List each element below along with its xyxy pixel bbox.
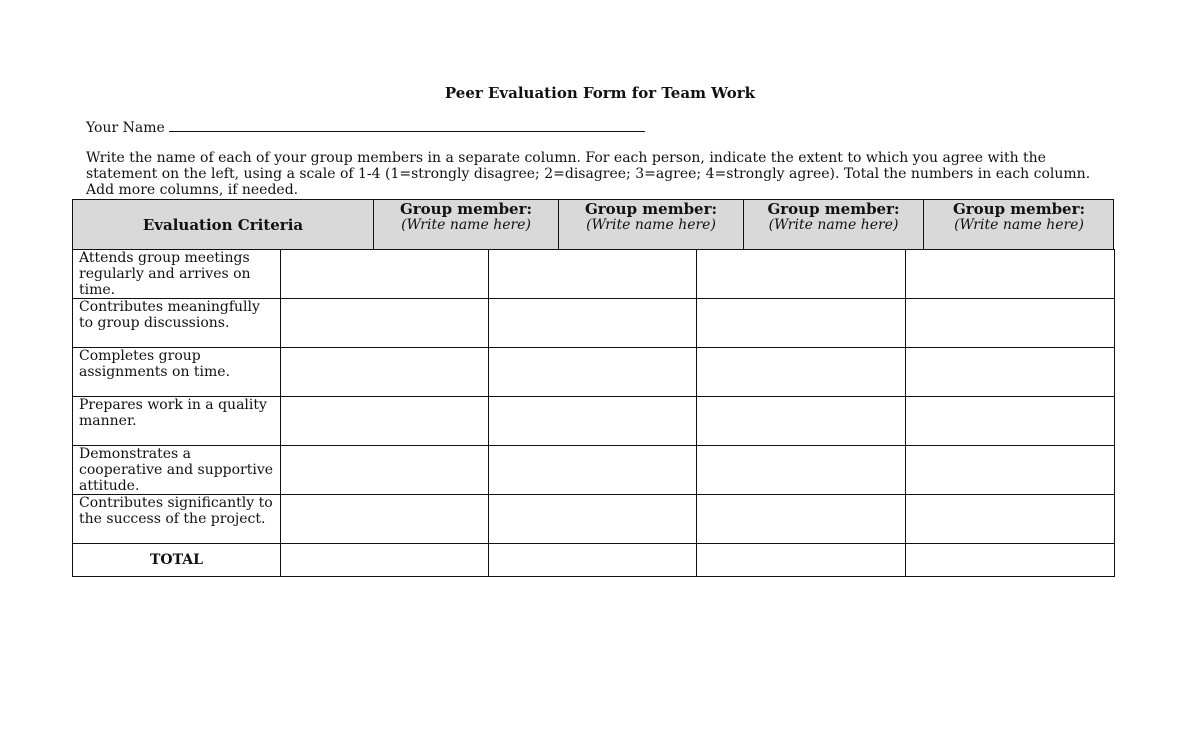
score-cell[interactable]: [489, 250, 697, 299]
score-cell[interactable]: [489, 397, 697, 446]
score-cell[interactable]: [281, 446, 489, 495]
your-name-blank[interactable]: [169, 117, 645, 132]
total-row: [73, 544, 1115, 577]
score-cell[interactable]: [489, 348, 697, 397]
group-member-header-1: [374, 200, 559, 249]
criterion-cell: Contributes significantly to the success of the project.: [73, 495, 281, 544]
table-row: [73, 446, 1115, 495]
criterion-cell: Completes group assignments on time.: [73, 348, 281, 397]
score-cell[interactable]: [906, 348, 1115, 397]
total-cell[interactable]: [281, 544, 489, 577]
form-title: Peer Evaluation Form for Team Work: [444, 84, 756, 102]
group-member-header-2: [559, 200, 744, 249]
group-member-title: Group member:: [584, 200, 718, 218]
evaluation-table: [72, 249, 1115, 577]
score-cell[interactable]: [906, 446, 1115, 495]
write-name-hint: (Write name here): [586, 217, 716, 233]
score-cell[interactable]: [489, 495, 697, 544]
score-cell[interactable]: [281, 348, 489, 397]
write-name-hint: (Write name here): [954, 217, 1084, 233]
score-cell[interactable]: [697, 348, 906, 397]
your-name-line: [86, 117, 645, 136]
criterion-cell: Demonstrates a cooperative and supportive attitude.: [73, 446, 281, 495]
table-header-row: [72, 199, 1114, 249]
criterion-cell: Prepares work in a quality manner.: [73, 397, 281, 446]
total-cell[interactable]: [697, 544, 906, 577]
table-row: [73, 299, 1115, 348]
table-row: [73, 495, 1115, 544]
score-cell[interactable]: [697, 299, 906, 348]
group-member-title: Group member:: [399, 200, 533, 218]
score-cell[interactable]: [281, 250, 489, 299]
evaluation-criteria-header: Evaluation Criteria: [73, 200, 374, 249]
your-name-label: Your Name: [86, 120, 165, 136]
total-cell[interactable]: [489, 544, 697, 577]
group-member-header-3: [744, 200, 924, 249]
score-cell[interactable]: [281, 397, 489, 446]
score-cell[interactable]: [281, 495, 489, 544]
table-row: [73, 348, 1115, 397]
table-row: [73, 250, 1115, 299]
score-cell[interactable]: [906, 495, 1115, 544]
table-row: [73, 397, 1115, 446]
score-cell[interactable]: [489, 446, 697, 495]
score-cell[interactable]: [697, 495, 906, 544]
group-member-title: Group member:: [767, 200, 900, 218]
score-cell[interactable]: [697, 397, 906, 446]
write-name-hint: (Write name here): [768, 217, 899, 233]
score-cell[interactable]: [697, 446, 906, 495]
total-cell[interactable]: [906, 544, 1115, 577]
instructions-text: Write the name of each of your group members in a separate column. For each person, indicate the extent to which you agree with the statement on the left, using a scale of 1-4 (1=strongly disagree; 2=disagree; 3=agree; 4=strongly agree). Total the numbers in each column. Add more columns, if needed.: [86, 150, 1091, 198]
score-cell[interactable]: [906, 299, 1115, 348]
score-cell[interactable]: [906, 397, 1115, 446]
group-member-title: Group member:: [952, 200, 1086, 218]
score-cell[interactable]: [906, 250, 1115, 299]
score-cell[interactable]: [697, 250, 906, 299]
score-cell[interactable]: [281, 299, 489, 348]
group-member-header-4: [924, 200, 1114, 249]
score-cell[interactable]: [489, 299, 697, 348]
write-name-hint: (Write name here): [401, 217, 531, 233]
criterion-cell: Contributes meaningfully to group discussions.: [73, 299, 281, 348]
criterion-cell: Attends group meetings regularly and arrives on time.: [73, 250, 281, 299]
total-label: TOTAL: [73, 544, 281, 577]
